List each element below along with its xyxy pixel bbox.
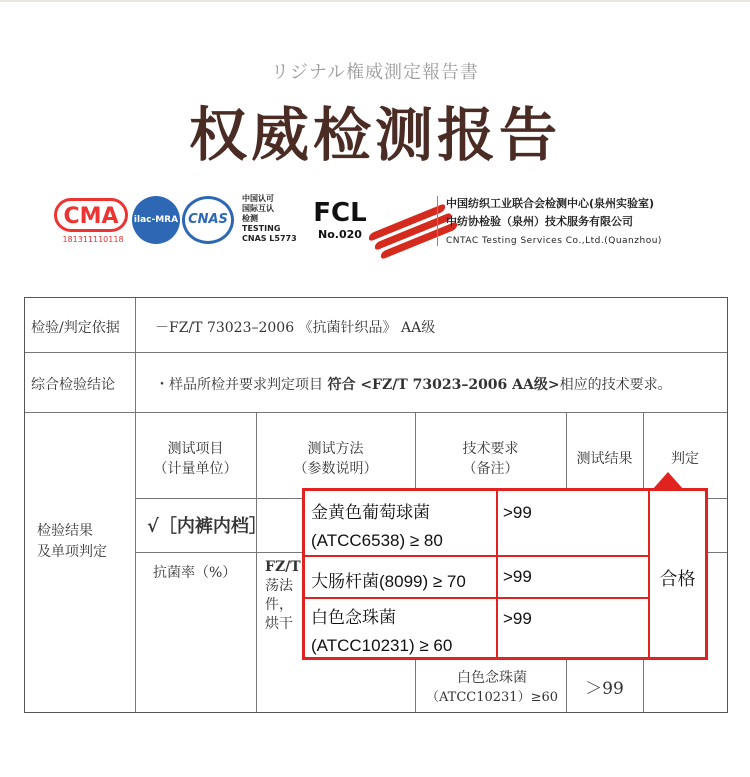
bottom-req-value: （ATCC10231）≥60 xyxy=(425,690,559,705)
results-callout xyxy=(302,488,708,660)
cntac-line-2: 中纺协检验（泉州）技术服务有限公司 xyxy=(446,215,633,228)
callout-req-value: (ATCC6538) ≥ 80 xyxy=(311,531,443,550)
conclusion-value xyxy=(155,374,672,394)
col-divider xyxy=(135,298,136,712)
col-item-unit: （计量单位） xyxy=(153,461,238,477)
callout-req-2: 大肠杆菌(8099) ≥ 70 xyxy=(311,572,466,591)
callout-req-1 xyxy=(311,499,443,555)
col-method-note: （参数说明） xyxy=(293,461,378,477)
callout-row-divider xyxy=(305,597,650,599)
conclusion-label: 综合检验结论 xyxy=(31,377,115,393)
cnas-caption-line: 中国认可 xyxy=(242,194,274,203)
page-title: 权威检测报告 xyxy=(188,101,561,169)
results-label-1: 检验结果 xyxy=(37,523,93,539)
cntac-text xyxy=(446,196,662,250)
certification-logos xyxy=(54,190,704,260)
fcl-logo xyxy=(312,198,368,241)
basis-label: 检验/判定依据 xyxy=(31,320,120,336)
cnas-caption-line: TESTING xyxy=(242,224,281,233)
ilac-mra-logo: ilac-MRA xyxy=(132,196,180,244)
basis-value: －FZ/T 73023–2006 《抗菌针织品》 AA级 xyxy=(155,320,436,336)
fcl-number: No.020 xyxy=(318,228,362,241)
fcl-mark: FCL xyxy=(313,198,367,228)
bottom-req xyxy=(417,668,567,708)
sample-label: √［内裤内档］ xyxy=(147,516,267,537)
cnas-caption-line: CNAS L5773 xyxy=(242,234,297,243)
conclusion-prefix: ・样品所检并要求判定项目 xyxy=(155,377,328,393)
conclusion-standard: 符合 <FZ/T 73023–2006 AA级> xyxy=(327,377,560,393)
callout-judgement: 合格 xyxy=(659,569,696,589)
callout-req-value: (ATCC10231) ≥ 60 xyxy=(311,636,453,655)
cma-logo xyxy=(54,198,132,244)
page-subtitle: リジナル権威測定報告書 xyxy=(270,62,480,83)
method-line: 荡法 xyxy=(265,578,293,594)
callout-req-name: 金黄色葡萄球菌 xyxy=(311,503,430,522)
callout-req-3 xyxy=(311,604,452,660)
row-divider xyxy=(25,352,727,353)
col-method-header xyxy=(256,438,415,478)
callout-result-1: >99 xyxy=(503,503,532,522)
bottom-req-name: 白色念珠菌 xyxy=(457,670,527,686)
top-divider xyxy=(0,0,750,2)
col-result-header: 测试结果 xyxy=(576,451,633,467)
col-req-title: 技术要求 xyxy=(462,441,519,457)
cnas-caption xyxy=(242,194,297,244)
row-item: 抗菌率（%） xyxy=(153,565,237,581)
logo-divider xyxy=(437,196,438,246)
cma-number: 181311110118 xyxy=(62,235,124,244)
results-label-2: 及单项判定 xyxy=(37,544,107,560)
col-req-note: （备注） xyxy=(462,461,519,477)
cntac-line-1: 中国纺织工业联合会检测中心(泉州实验室) xyxy=(446,197,655,210)
method-line: FZ/T xyxy=(265,559,301,575)
method-line: 件， xyxy=(265,597,293,613)
method-line: 烘干 xyxy=(265,616,293,632)
bottom-result: ＞99 xyxy=(585,679,624,699)
callout-req-name: 白色念珠菌 xyxy=(311,608,396,627)
callout-result-2: >99 xyxy=(503,567,532,586)
cntac-line-3: CNTAC Testing Services Co.,Ltd.(Quanzhou) xyxy=(446,236,662,246)
method-text xyxy=(265,558,301,634)
col-method-title: 测试方法 xyxy=(307,441,364,457)
cntac-stripe-icon xyxy=(376,196,438,248)
col-item-header xyxy=(135,438,256,478)
cnas-logo: CNAS xyxy=(182,196,234,244)
cnas-caption-line: 国际互认 xyxy=(242,204,274,213)
cma-mark: CMA xyxy=(54,198,128,232)
col-item-title: 测试项目 xyxy=(167,441,224,457)
callout-row-divider xyxy=(305,555,650,557)
col-judge-header: 判定 xyxy=(671,451,699,467)
row-divider xyxy=(25,412,727,413)
conclusion-suffix: 相应的技术要求。 xyxy=(559,377,672,393)
callout-result-3: >99 xyxy=(503,609,532,628)
callout-col-divider xyxy=(496,491,498,657)
cnas-caption-line: 检测 xyxy=(242,214,258,223)
col-req-header xyxy=(415,438,566,478)
